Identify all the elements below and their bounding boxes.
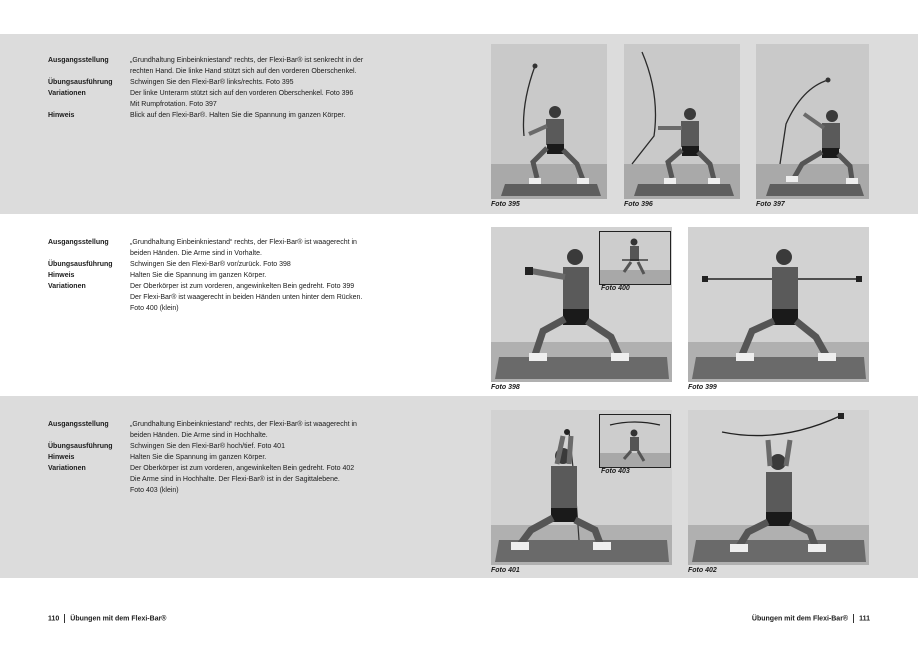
row-label: Hinweis xyxy=(48,454,75,461)
exercise-row xyxy=(48,452,428,463)
exercise-row xyxy=(48,441,428,452)
row-value xyxy=(130,463,428,496)
row-line: „Grundhaltung Einbeinkniestand“ rechts, der Flexi-Bar® ist senkrecht in der xyxy=(130,57,364,64)
row-line: Blick auf den Flexi-Bar®. Halten Sie die Spannung im ganzen Körper. xyxy=(130,112,346,119)
photo-401 xyxy=(491,410,672,565)
row-value xyxy=(130,110,428,121)
photo-caption: Foto 396 xyxy=(624,201,653,208)
exercise-text-1 xyxy=(48,55,428,121)
exercise-row xyxy=(48,259,428,270)
row-line: „Grundhaltung Einbeinkniestand“ rechts, der Flexi-Bar® ist waagerecht in xyxy=(130,239,357,246)
row-label: Hinweis xyxy=(48,112,75,119)
exercise-row xyxy=(48,77,428,88)
row-line: Foto 400 (klein) xyxy=(130,305,179,312)
exercise-row xyxy=(48,463,428,496)
row-label: Übungsausführung xyxy=(48,261,113,268)
photo-caption: Foto 402 xyxy=(688,567,717,574)
row-value xyxy=(130,452,428,463)
exercise-text-2 xyxy=(48,237,428,314)
exercise-row xyxy=(48,55,428,77)
exercise-row xyxy=(48,237,428,259)
person-kneeling-bar-rotation-icon xyxy=(756,44,869,199)
photo-395 xyxy=(491,44,607,199)
exercise-row xyxy=(48,281,428,314)
exercise-row xyxy=(48,88,428,110)
row-line: Mit Rumpfrotation. Foto 397 xyxy=(130,101,217,108)
row-value xyxy=(130,88,428,110)
exercise-row xyxy=(48,110,428,121)
footer-divider xyxy=(64,614,65,623)
row-label: Variationen xyxy=(48,90,86,97)
row-value xyxy=(130,55,428,77)
footer-right xyxy=(752,614,870,623)
person-kneeling-bar-sagittal-icon xyxy=(600,415,670,467)
row-line: beiden Händen. Die Arme sind in Hochhalte. xyxy=(130,432,268,439)
row-value xyxy=(130,419,428,441)
row-label: Hinweis xyxy=(48,272,75,279)
row-line: rechten Hand. Die linke Hand stützt sich auf den vorderen Oberschenkel. xyxy=(130,68,357,75)
row-value xyxy=(130,441,428,452)
row-value xyxy=(130,270,428,281)
row-line: Schwingen Sie den Flexi-Bar® links/rechts. Foto 395 xyxy=(130,79,294,86)
running-title-right: Übungen mit dem Flexi-Bar® xyxy=(751,615,849,623)
row-line: Halten Sie die Spannung im ganzen Körper. xyxy=(130,272,267,279)
photo-402 xyxy=(688,410,869,565)
exercise-row xyxy=(48,419,428,441)
row-line: Schwingen Sie den Flexi-Bar® hoch/tief. Foto 401 xyxy=(130,443,285,450)
row-label: Ausgangsstellung xyxy=(48,421,109,428)
exercise-text-3 xyxy=(48,419,428,496)
row-line: beiden Händen. Die Arme sind in Vorhalte. xyxy=(130,250,262,257)
exercise-row xyxy=(48,270,428,281)
footer-divider xyxy=(853,614,854,623)
row-value xyxy=(130,281,428,314)
row-line: Die Arme sind in Hochhalte. Der Flexi-Bar® ist in der Sagittalebene. xyxy=(130,476,340,483)
row-line: Foto 403 (klein) xyxy=(130,487,179,494)
person-kneeling-horizontal-bar-icon xyxy=(688,227,869,382)
row-value xyxy=(130,237,428,259)
row-label: Übungsausführung xyxy=(48,443,113,450)
row-label: Variationen xyxy=(48,283,86,290)
running-title-left: Übungen mit dem Flexi-Bar® xyxy=(70,615,167,623)
page-number-right: 111 xyxy=(859,615,870,623)
row-line: Der Flexi-Bar® ist waagerecht in beiden Händen unten hinter dem Rücken. xyxy=(130,294,363,301)
row-label: Variationen xyxy=(48,465,86,472)
inset-photo-403 xyxy=(599,414,671,468)
row-label: Ausgangsstellung xyxy=(48,239,109,246)
person-kneeling-bar-behind-back-icon xyxy=(600,232,670,284)
row-line: Der linke Unterarm stützt sich auf den vorderen Oberschenkel. Foto 396 xyxy=(130,90,354,97)
photo-caption: Foto 401 xyxy=(491,567,520,574)
inset-photo-400 xyxy=(599,231,671,285)
footer-left xyxy=(48,614,166,623)
row-line: Der Oberkörper ist zum vorderen, angewinkelten Bein gedreht. Foto 402 xyxy=(130,465,355,472)
photo-caption: Foto 395 xyxy=(491,201,520,208)
row-label: Ausgangsstellung xyxy=(48,57,109,64)
photo-caption: Foto 397 xyxy=(756,201,785,208)
photo-398 xyxy=(491,227,672,382)
photo-399 xyxy=(688,227,869,382)
photo-396 xyxy=(624,44,740,199)
photo-caption: Foto 398 xyxy=(491,384,520,391)
row-line: Schwingen Sie den Flexi-Bar® vor/zurück. Foto 398 xyxy=(130,261,291,268)
row-value xyxy=(130,259,428,270)
row-line: „Grundhaltung Einbeinkniestand“ rechts, der Flexi-Bar® ist waagerecht in xyxy=(130,421,357,428)
row-line: Halten Sie die Spannung im ganzen Körper. xyxy=(130,454,267,461)
inset-caption: Foto 403 xyxy=(601,468,630,475)
person-kneeling-vertical-bar-forearm-icon xyxy=(624,44,740,199)
photo-397 xyxy=(756,44,869,199)
photo-caption: Foto 399 xyxy=(688,384,717,391)
row-value xyxy=(130,77,428,88)
person-kneeling-bar-overhead-icon xyxy=(688,410,869,565)
row-label: Übungsausführung xyxy=(48,79,113,86)
person-kneeling-vertical-bar-icon xyxy=(491,44,607,199)
row-line: Der Oberkörper ist zum vorderen, angewinkelten Bein gedreht. Foto 399 xyxy=(130,283,355,290)
inset-caption: Foto 400 xyxy=(601,285,630,292)
page-number-left: 110 xyxy=(48,615,60,623)
